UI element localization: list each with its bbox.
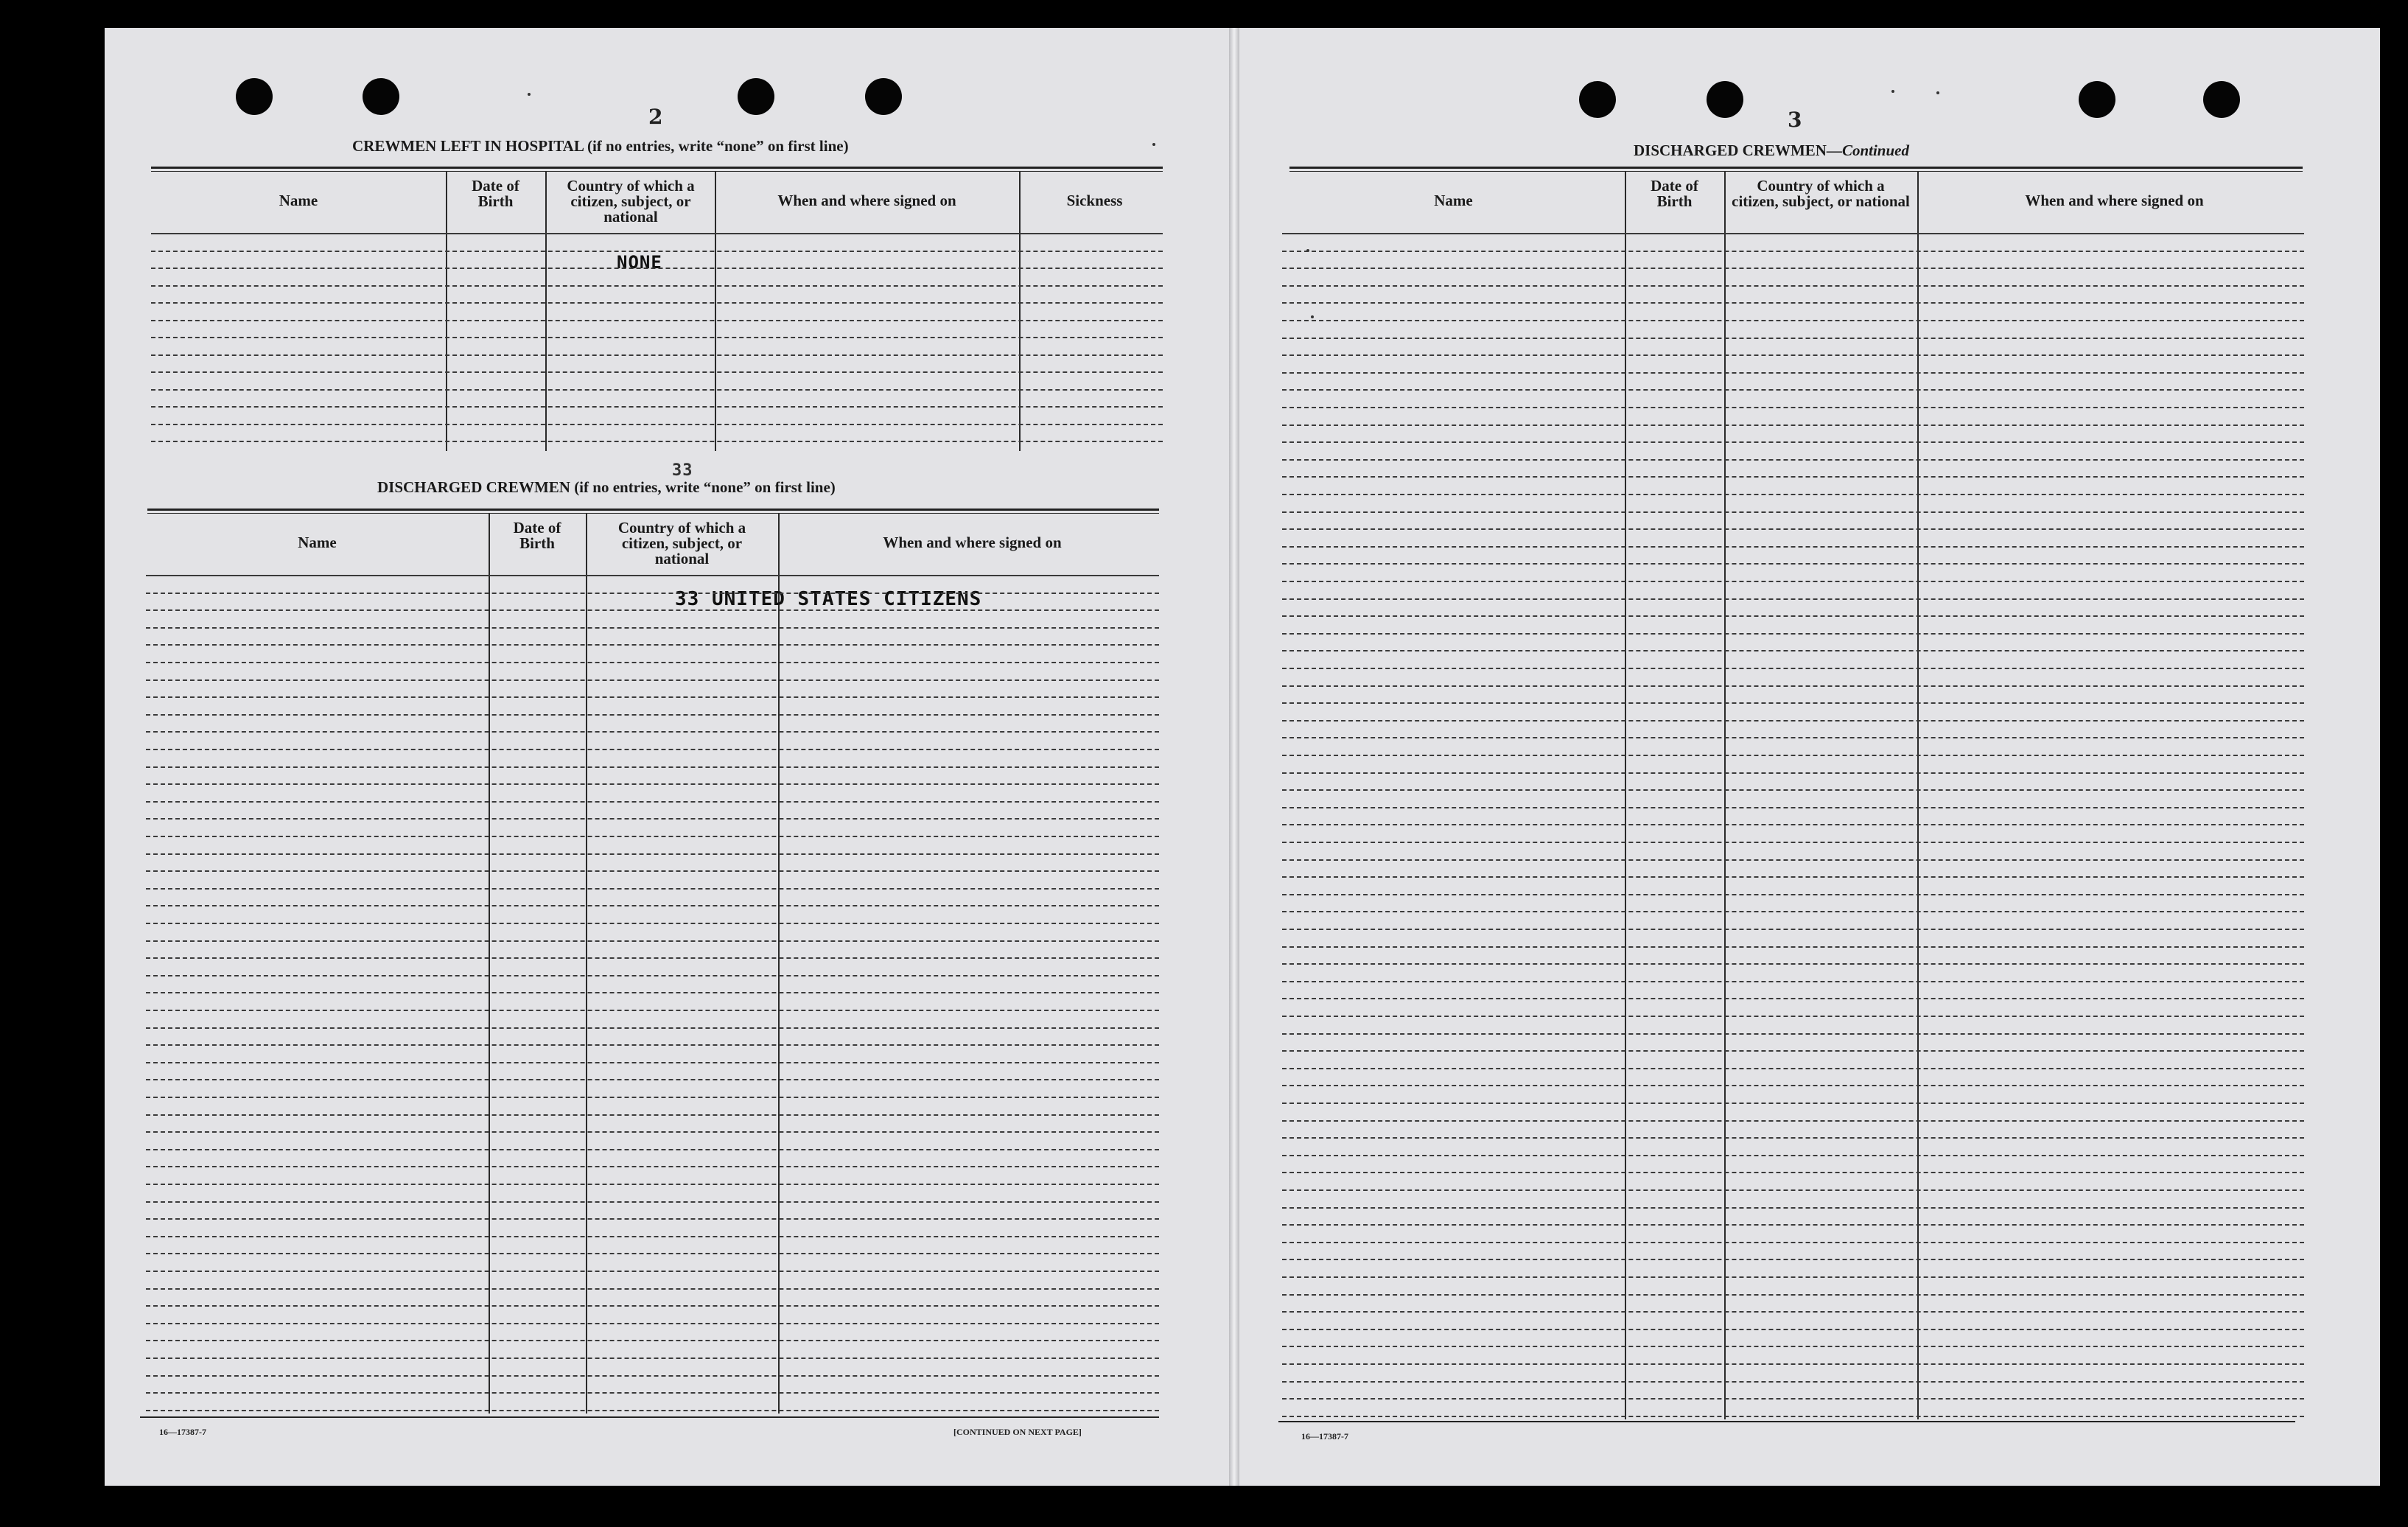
entry-line (1282, 320, 2304, 321)
punch-hole (236, 78, 273, 115)
entry-line (1282, 1329, 2304, 1330)
entry-line (1282, 894, 2304, 895)
punch-hole (865, 78, 902, 115)
entry-line (1282, 1068, 2304, 1069)
bottom-rule (140, 1416, 1159, 1418)
entry-line (1282, 407, 2304, 408)
entry-line (146, 1253, 1159, 1254)
speck (1936, 91, 1939, 94)
entry-line (1282, 1120, 2304, 1122)
column-divider (1917, 171, 1919, 1419)
entry-line (146, 627, 1159, 629)
entry-line (1282, 1085, 2304, 1086)
entry-line (1282, 807, 2304, 808)
page-gutter (1229, 28, 1239, 1486)
column-divider (489, 513, 490, 1414)
entry-line (1282, 615, 2304, 617)
entry-line (146, 1044, 1159, 1046)
entry-line (1282, 251, 2304, 252)
entry-line (151, 285, 1163, 287)
entry-line (151, 320, 1163, 321)
entry-line (146, 870, 1159, 872)
entry-line (146, 905, 1159, 906)
page-number: 2 (648, 105, 663, 129)
entry-line (146, 696, 1159, 698)
punch-hole (738, 78, 774, 115)
hospital-section-title (352, 137, 849, 156)
entry-line (146, 1201, 1159, 1203)
discharged-title-note: (if no entries, write “none” on first line) (574, 478, 836, 496)
entry-line (151, 337, 1163, 338)
entry-line (146, 957, 1159, 959)
entry-line (1282, 911, 2304, 912)
column-header-date-of-birth: Date of Birth (513, 519, 561, 552)
entry-line (146, 1271, 1159, 1272)
entry-line (1282, 302, 2304, 304)
entry-line (146, 992, 1159, 993)
column-divider (446, 171, 447, 451)
entry-line (1282, 981, 2304, 982)
entry-line (1282, 1259, 2304, 1260)
column-divider (586, 513, 587, 1414)
hospital-entry: NONE (617, 252, 662, 273)
header-underline (151, 233, 1163, 234)
entry-line (1282, 511, 2304, 513)
column-header-country: Country of which a citizen, subject, or national (567, 177, 695, 226)
hospital-title-main: CREWMEN LEFT IN HOSPITAL (352, 137, 584, 155)
column-header-signed-on: When and where signed on (2025, 192, 2204, 209)
entry-line (151, 251, 1163, 252)
entry-line (146, 1010, 1159, 1011)
entry-line (146, 1027, 1159, 1029)
column-divider (1625, 171, 1626, 1419)
discharged-continued-table (1282, 171, 2304, 1419)
discharged-title-main: DISCHARGED CREWMEN (377, 478, 570, 496)
entry-line (146, 1062, 1159, 1063)
entry-line (1282, 1050, 2304, 1052)
entry-line (1282, 1381, 2304, 1383)
entry-line (146, 1149, 1159, 1150)
entry-line (1282, 929, 2304, 930)
page-number: 3 (1788, 108, 1802, 132)
entry-line (1282, 668, 2304, 669)
entry-line (146, 609, 1159, 611)
speck (1891, 90, 1894, 93)
entry-line (1282, 1033, 2304, 1035)
entry-line (1282, 1137, 2304, 1139)
entry-line (146, 888, 1159, 890)
entry-line (1282, 1398, 2304, 1400)
entry-line (1282, 285, 2304, 287)
entry-line (151, 268, 1163, 269)
entry-line (1282, 824, 2304, 825)
entry-line (146, 1131, 1159, 1133)
column-header-name: Name (279, 192, 318, 209)
punch-hole (1707, 81, 1743, 118)
header-underline (146, 575, 1159, 576)
column-header-country: Country of which a citizen, subject, or national (1732, 177, 1910, 210)
entry-line (146, 1166, 1159, 1167)
punch-hole (1579, 81, 1616, 118)
column-divider (778, 513, 780, 1414)
entry-line (146, 1392, 1159, 1394)
entry-line (1282, 372, 2304, 374)
column-divider (1019, 171, 1021, 451)
entry-line (146, 940, 1159, 942)
entry-line (1282, 1103, 2304, 1104)
entry-line (1282, 842, 2304, 843)
entry-line (146, 1305, 1159, 1307)
entry-line (146, 593, 1159, 594)
discharged-entry: 33 UNITED STATES CITIZENS (675, 588, 982, 610)
discharged-top-rule (147, 509, 1159, 511)
entry-line (1282, 650, 2304, 651)
entry-line (151, 406, 1163, 408)
entry-line (1282, 338, 2304, 339)
entry-line (151, 441, 1163, 442)
column-header-country: Country of which a citizen, subject, or national (617, 519, 746, 567)
entry-line (1282, 633, 2304, 635)
column-header-signed-on: When and where signed on (777, 192, 956, 209)
entry-line (1282, 598, 2304, 600)
entry-line (1282, 1189, 2304, 1191)
column-divider (715, 171, 716, 451)
punch-hole (2203, 81, 2240, 118)
entry-line (1282, 494, 2304, 495)
entry-line (1282, 581, 2304, 582)
entry-line (1282, 859, 2304, 861)
entry-line (1282, 1242, 2304, 1243)
entry-line (1282, 1276, 2304, 1278)
entry-line (1282, 1155, 2304, 1156)
entry-line (151, 371, 1163, 373)
entry-line (1282, 354, 2304, 356)
entry-line (1282, 1346, 2304, 1347)
discharged-table (146, 513, 1159, 1414)
entry-line (1282, 963, 2304, 965)
entry-line (146, 1184, 1159, 1185)
column-divider (545, 171, 547, 451)
punch-hole (363, 78, 399, 115)
header-underline (1282, 233, 2304, 234)
column-divider (1724, 171, 1726, 1419)
entry-line (146, 1323, 1159, 1324)
entry-line (1282, 685, 2304, 687)
entry-line (146, 923, 1159, 924)
entry-line (146, 801, 1159, 803)
entry-line (1282, 441, 2304, 443)
entry-line (146, 853, 1159, 855)
discharged-section-title (377, 478, 836, 497)
entry-line (151, 424, 1163, 425)
form-number: 16—17387-7 (1301, 1431, 1348, 1442)
column-header-signed-on: When and where signed on (883, 534, 1062, 551)
entry-line (151, 302, 1163, 304)
entry-line (1282, 459, 2304, 461)
entry-line (1282, 546, 2304, 548)
entry-line (1282, 946, 2304, 948)
hospital-title-note: (if no entries, write “none” on first line) (587, 137, 849, 155)
entry-line (1282, 1416, 2304, 1417)
overwritten-mark: 33 (672, 461, 693, 480)
entry-line (151, 354, 1163, 356)
entry-line (146, 679, 1159, 681)
entry-line (146, 1288, 1159, 1290)
entry-line (1282, 1294, 2304, 1296)
entry-line (151, 389, 1163, 391)
entry-line (146, 662, 1159, 663)
entry-line (146, 1079, 1159, 1080)
speck (528, 93, 531, 96)
column-header-date-of-birth: Date of Birth (472, 177, 519, 210)
entry-line (146, 644, 1159, 646)
entry-line (1282, 1363, 2304, 1365)
entry-line (1282, 755, 2304, 756)
entry-line (1282, 789, 2304, 791)
punch-hole (2079, 81, 2115, 118)
entry-line (1282, 1207, 2304, 1209)
bottom-rule (1278, 1421, 2295, 1422)
column-header-sickness: Sickness (1066, 192, 1123, 209)
entry-line (1282, 1016, 2304, 1017)
hospital-top-rule (151, 167, 1163, 169)
entry-line (1282, 528, 2304, 530)
entry-line (1282, 737, 2304, 738)
entry-line (146, 766, 1159, 768)
entry-line (1282, 1311, 2304, 1313)
entry-line (1282, 998, 2304, 999)
entry-line (1282, 268, 2304, 269)
entry-line (1282, 476, 2304, 478)
entry-line (146, 836, 1159, 837)
entry-line (146, 1410, 1159, 1411)
entry-line (146, 731, 1159, 733)
column-header-name: Name (1434, 192, 1473, 209)
entry-line (146, 1236, 1159, 1237)
column-header-date-of-birth: Date of Birth (1651, 177, 1698, 210)
form-number: 16—17387-7 (159, 1427, 206, 1437)
continued-title-suffix: —Continued (1826, 141, 1909, 159)
entry-line (146, 714, 1159, 716)
hospital-table (151, 171, 1163, 451)
continued-note: [CONTINUED ON NEXT PAGE] (953, 1427, 1082, 1437)
entry-line (146, 1097, 1159, 1098)
entry-line (1282, 1172, 2304, 1173)
entry-line (146, 1114, 1159, 1116)
entry-line (146, 783, 1159, 785)
entry-line (1282, 720, 2304, 721)
entry-line (1282, 389, 2304, 391)
continued-top-rule (1289, 167, 2303, 169)
entry-line (1282, 424, 2304, 426)
entry-line (1282, 563, 2304, 565)
entry-line (146, 1375, 1159, 1377)
entry-line (146, 818, 1159, 820)
entry-line (146, 749, 1159, 750)
entry-line (1282, 1224, 2304, 1226)
entry-line (146, 1218, 1159, 1220)
entry-line (146, 1340, 1159, 1341)
entry-line (1282, 772, 2304, 774)
speck (1152, 143, 1155, 146)
entry-line (1282, 702, 2304, 704)
entry-line (146, 975, 1159, 976)
entry-line (146, 1357, 1159, 1359)
continued-title-main: DISCHARGED CREWMEN (1634, 141, 1827, 159)
discharged-continued-title (1634, 141, 1909, 160)
column-header-name: Name (298, 534, 337, 551)
entry-line (1282, 876, 2304, 878)
